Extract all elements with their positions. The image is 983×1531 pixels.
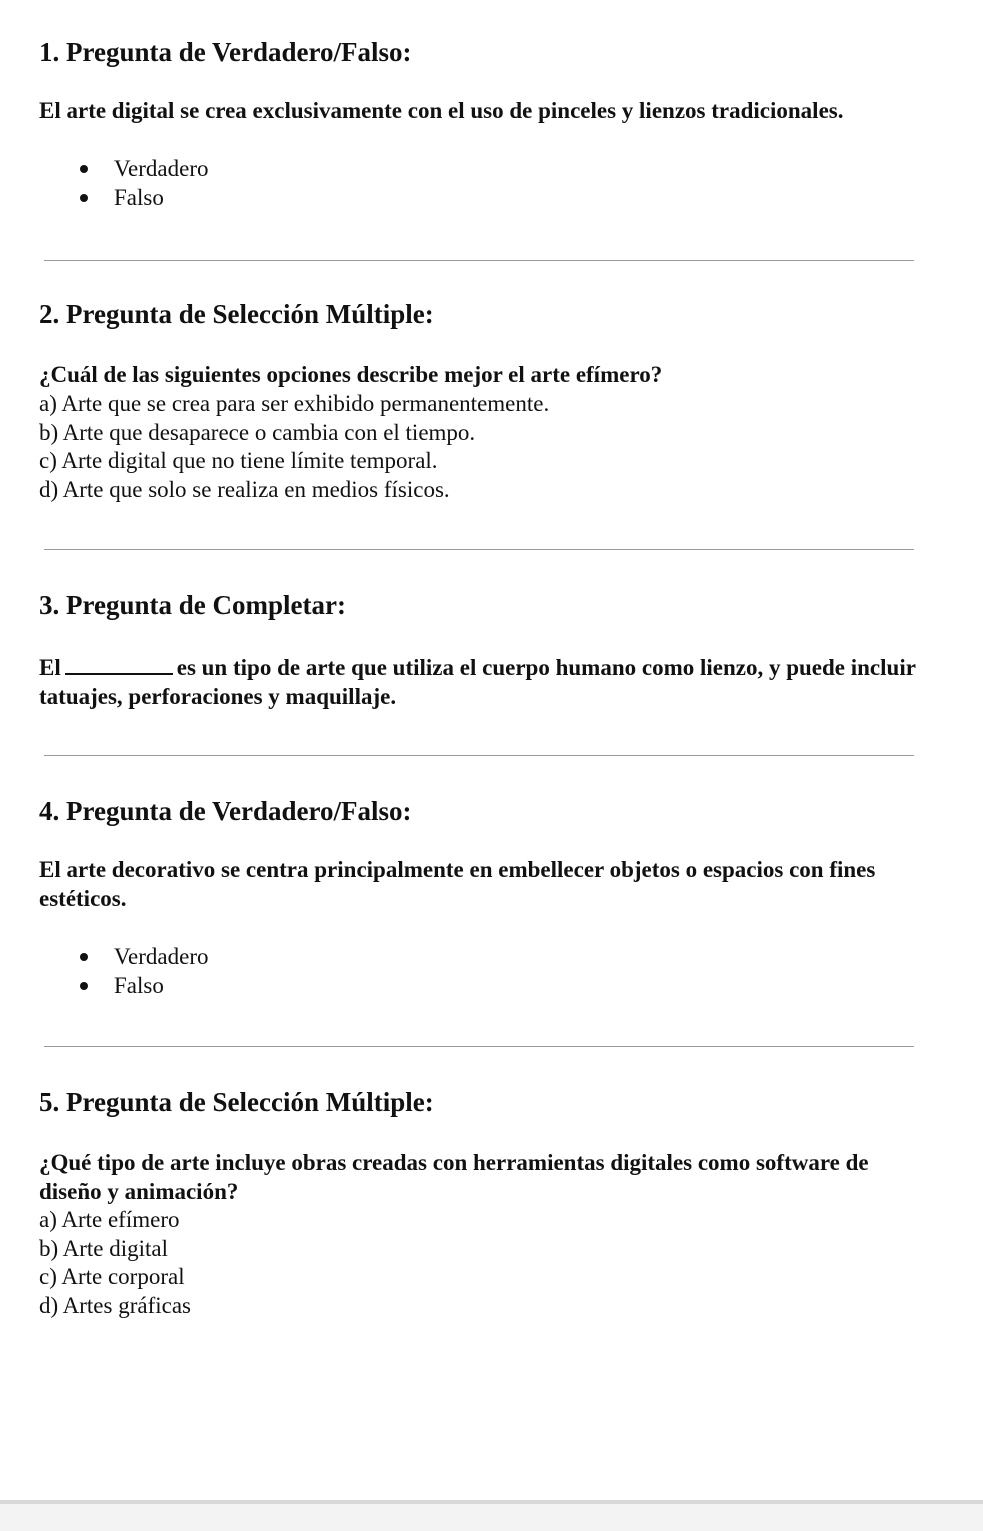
question-5-text: ¿Qué tipo de arte incluye obras creadas con herramientas digitales como software de diseño y animación? — [39, 1150, 869, 1204]
question-3-text: El es un tipo de arte que utiliza el cuerpo humano como lienzo, y puede incluir tatuajes, perforaciones y maquillaje. — [39, 651, 919, 711]
option-true: Verdadero — [80, 154, 209, 183]
option-a: a) Arte efímero — [39, 1207, 180, 1232]
question-2-title: 2. Pregunta de Selección Múltiple: — [39, 299, 434, 329]
divider — [44, 1046, 914, 1047]
option-true: Verdadero — [80, 942, 209, 971]
bullet-icon — [80, 982, 88, 990]
option-d: d) Arte que solo se realiza en medios físicos. — [39, 477, 450, 502]
divider — [44, 549, 914, 550]
bullet-icon — [80, 953, 88, 961]
question-4-title: 4. Pregunta de Verdadero/Falso: — [39, 796, 412, 826]
question-1-text: El arte digital se crea exclusivamente con el uso de pinceles y lienzos tradicionales. — [39, 98, 844, 123]
question-5-title: 5. Pregunta de Selección Múltiple: — [39, 1087, 434, 1117]
option-b: b) Arte digital — [39, 1236, 169, 1261]
fill-blank — [65, 651, 173, 675]
question-1-title: 1. Pregunta de Verdadero/Falso: — [39, 37, 412, 67]
option-d: d) Artes gráficas — [39, 1293, 191, 1318]
option-b: b) Arte que desaparece o cambia con el tiempo. — [39, 420, 476, 445]
divider — [44, 755, 914, 756]
question-4-text: El arte decorativo se centra principalmente en embellecer objetos o espacios con fines estéticos. — [39, 857, 876, 911]
page-bottom-edge — [0, 1500, 983, 1531]
option-false: Falso — [80, 971, 209, 1000]
question-4-options — [80, 942, 209, 1000]
option-c: c) Arte digital que no tiene límite temporal. — [39, 448, 438, 473]
question-3-title: 3. Pregunta de Completar: — [39, 590, 346, 620]
question-2-text: ¿Cuál de las siguientes opciones describe mejor el arte efímero? — [39, 362, 663, 387]
bullet-icon — [80, 165, 88, 173]
option-a: a) Arte que se crea para ser exhibido permanentemente. — [39, 391, 550, 416]
question-1-options — [80, 154, 209, 212]
option-false: Falso — [80, 183, 209, 212]
bullet-icon — [80, 194, 88, 202]
option-c: c) Arte corporal — [39, 1264, 185, 1289]
divider — [44, 260, 914, 261]
